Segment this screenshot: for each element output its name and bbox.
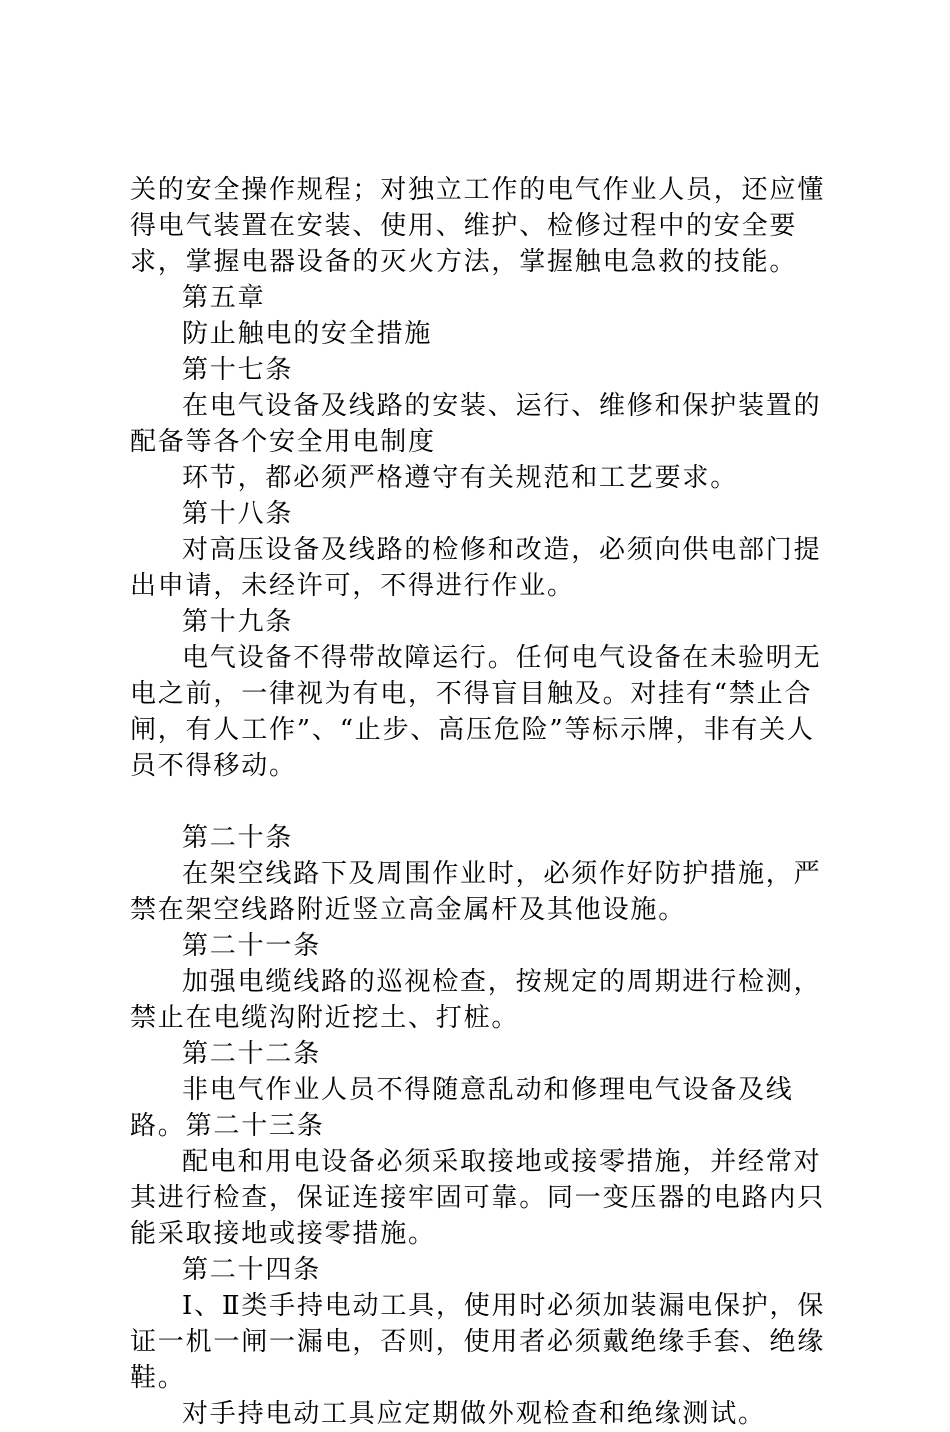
article-24-text: Ⅰ、Ⅱ类手持电动工具，使用时必须加装漏电保护，保证一机一闸一漏电，否则，使用者必须戴绝缘手套、绝缘鞋。 [130,1291,826,1393]
article-18-text: 对高压设备及线路的检修和改造，必须向供电部门提出申请，未经许可，不得进行作业。 [130,535,822,601]
article-heading-19: 第十九条 [182,607,294,637]
article-23-text: 配电和用电设备必须采取接地或接零措施，并经常对其进行检查，保证连接牢固可靠。同一变压器的电路内只能采取接地或接零措施。 [130,1147,826,1249]
article-heading-18: 第十八条 [182,499,294,529]
article-17-text: 在电气设备及线路的安装、运行、维修和保护装置的配备等各个安全用电制度 [130,391,822,457]
chapter-heading: 第五章 [182,283,266,313]
blank-line [130,784,832,820]
article-heading-24: 第二十四条 [182,1255,322,1285]
article-24-text-2: 对手持电动工具应定期做外观检查和绝缘测试。 [182,1399,766,1429]
article-heading-17: 第十七条 [182,355,294,385]
article-22-text: 非电气作业人员不得随意乱动和修理电气设备及线路。第二十三条 [130,1075,794,1141]
document-page [130,172,832,1432]
article-21-text: 加强电缆线路的巡视检查，按规定的周期进行检测，禁止在电缆沟附近挖土、打桩。 [130,967,822,1033]
paragraph-safety-rules-continued: 关的安全操作规程；对独立工作的电气作业人员，还应懂得电气装置在安装、使用、维护、检修过程中的安全要求，掌握电器设备的灭火方法，掌握触电急救的技能。 [130,175,826,277]
article-heading-22: 第二十二条 [182,1039,322,1069]
article-20-text: 在架空线路下及周围作业时，必须作好防护措施，严禁在架空线路附近竖立高金属杆及其他设施。 [130,859,822,925]
article-heading-21: 第二十一条 [182,931,322,961]
article-17-text-continued: 环节，都必须严格遵守有关规范和工艺要求。 [182,463,739,493]
article-heading-20: 第二十条 [182,823,294,853]
chapter-title: 防止触电的安全措施 [182,319,433,349]
article-19-text: 电气设备不得带故障运行。任何电气设备在未验明无电之前，一律视为有电，不得盲目触及。对挂有“禁止合闸，有人工作”、“止步、高压危险”等标示牌，非有关人员不得移动。 [130,643,822,781]
